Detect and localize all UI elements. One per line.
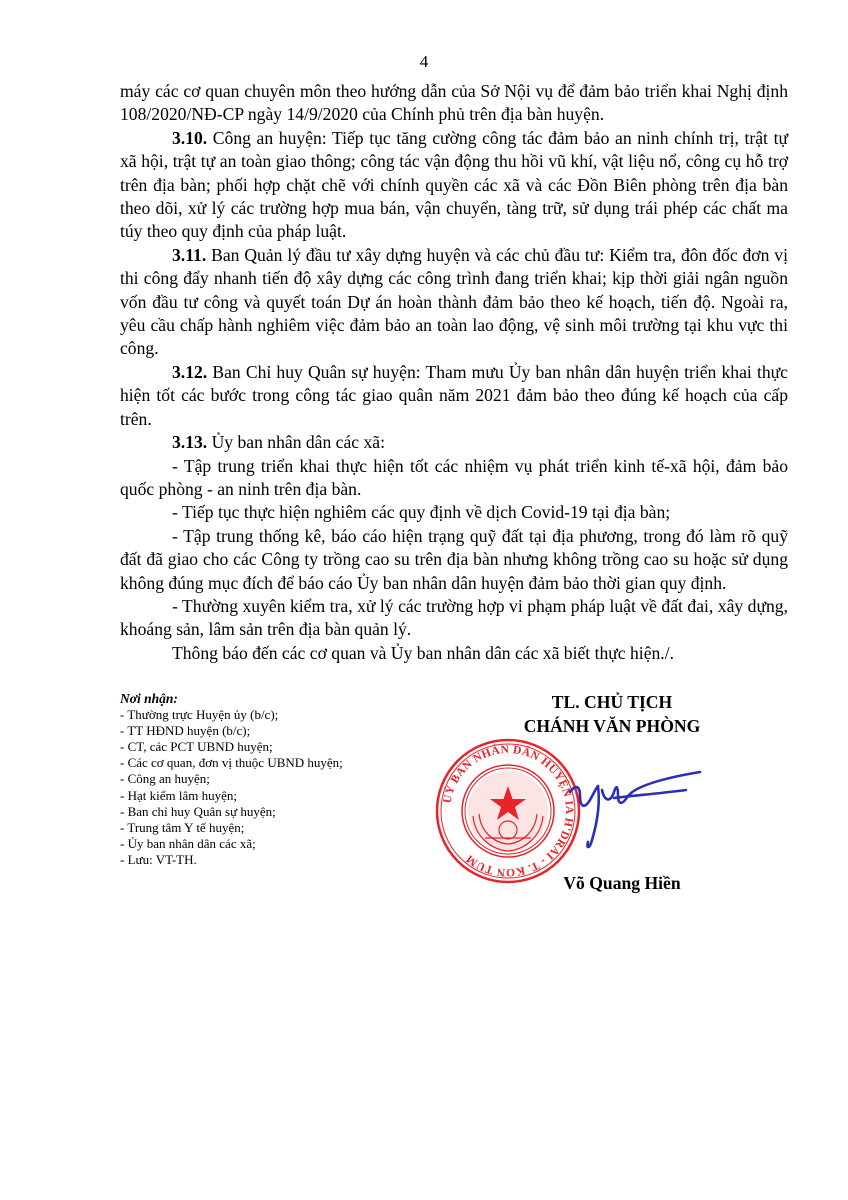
- signature-title-line2: CHÁNH VĂN PHÒNG: [523, 716, 701, 736]
- recipient-item: - Thường trực Huyện ủy (b/c);: [120, 707, 279, 723]
- document-body: [120, 80, 788, 665]
- page-number: 4: [419, 52, 429, 71]
- paragraph-3-12: [120, 361, 788, 431]
- recipient-item: - Ban chỉ huy Quân sự huyện;: [120, 803, 276, 819]
- section-number: 3.11.: [172, 244, 207, 265]
- paragraph-3-13: [120, 431, 788, 454]
- signature-title-line1: TL. CHỦ TỊCH: [551, 692, 673, 712]
- bullet-item: - Tập trung triển khai thực hiện tốt các nhiệm vụ phát triển kinh tế-xã hội, đảm bảo quốc phòng - an ninh trên địa bàn.: [120, 455, 788, 499]
- recipients-block: [120, 691, 420, 868]
- signature-title: [492, 690, 732, 738]
- recipient-item: - Các cơ quan, đơn vị thuộc UBND huyện;: [120, 755, 343, 771]
- closing-line: Thông báo đến các cơ quan và Ủy ban nhân dân các xã biết thực hiện./.: [172, 642, 674, 663]
- recipients-heading: Nơi nhận:: [120, 691, 178, 706]
- paragraph-text: Ban Chỉ huy Quân sự huyện: Tham mưu Ủy ban nhân dân huyện triển khai thực hiện tốt các bước trong công tác giao quân năm 2021 đảm bảo theo đúng kế hoạch của cấp trên.: [120, 361, 788, 429]
- recipients-list: [120, 707, 420, 868]
- recipient-item: - CT, các PCT UBND huyện;: [120, 739, 273, 755]
- recipient-item: - Hạt kiểm lâm huyện;: [120, 787, 237, 803]
- section-number: 3.13.: [172, 432, 208, 453]
- handwritten-signature-icon: [568, 760, 708, 855]
- section-number: 3.12.: [172, 361, 208, 382]
- paragraph-3-10: [120, 127, 788, 244]
- seal-text: UỶ BAN NHÂN DÂN HUYỆN IA H'DRAI - T. KON TUM: [441, 743, 576, 879]
- paragraph-continuation: máy các cơ quan chuyên môn theo hướng dẫn của Sở Nội vụ để đảm bảo triển khai Nghị định 108/2020/NĐ-CP ngày 14/9/2020 của Chính phủ trên địa bàn huyện.: [120, 81, 788, 125]
- paragraph-3-11: [120, 244, 788, 361]
- paragraph-text: Ủy ban nhân dân các xã:: [207, 432, 386, 453]
- paragraph-text: Ban Quản lý đầu tư xây dựng huyện và các chủ đầu tư: Kiểm tra, đôn đốc đơn vị thi công đẩy nhanh tiến độ xây dựng các công trình đang triển khai; kịp thời giải ngân nguồn vốn đầu tư công và quyết toán Dự án hoàn thành đảm bảo theo kế hoạch, tiến độ. Ngoài ra, yêu cầu chấp hành nghiêm việc đảm bảo an toàn lao động, vệ sinh môi trường tại khu vực thi công.: [120, 244, 788, 359]
- national-emblem-icon: [468, 771, 548, 851]
- paragraph-text: Công an huyện: Tiếp tục tăng cường công tác đảm bảo an ninh chính trị, trật tự xã hội, trật tự an toàn giao thông; công tác vận động thu hồi vũ khí, vật liệu nổ, công cụ hỗ trợ trên địa bàn; phối hợp chặt chẽ với chính quyền các xã và các Đồn Biên phòng trên địa bàn theo dõi, xử lý các trường hợp mua bán, vận chuyển, tàng trữ, sử dụng trái phép các chất ma túy theo quy định của pháp luật.: [120, 127, 788, 242]
- bullet-item: - Tiếp tục thực hiện nghiêm các quy định về dịch Covid-19 tại địa bàn;: [172, 502, 671, 523]
- recipient-item: - Lưu: VT-TH.: [120, 851, 197, 867]
- bullet-item: - Thường xuyên kiểm tra, xử lý các trường hợp vi phạm pháp luật về đất đai, xây dựng, khoáng sản, lâm sản trên địa bàn quản lý.: [120, 595, 788, 640]
- official-seal-icon: [435, 738, 581, 884]
- recipient-item: - TT HĐND huyện (b/c);: [120, 723, 251, 739]
- recipient-item: - Trung tâm Y tế huyện;: [120, 819, 245, 835]
- section-number: 3.10.: [172, 127, 208, 148]
- signer-name: Võ Quang Hiền: [563, 873, 681, 893]
- recipient-item: - Ủy ban nhân dân các xã;: [120, 835, 256, 851]
- bullet-item: - Tập trung thống kê, báo cáo hiện trạng quỹ đất tại địa phương, trong đó làm rõ quỹ đất đã giao cho các Công ty trồng cao su trên địa bàn nhưng không trồng cao su hoặc sử dụng không đúng mục đích để báo cáo Ủy ban nhân dân huyện đảm bảo thời gian quy định.: [120, 525, 788, 593]
- recipient-item: - Công an huyện;: [120, 771, 210, 787]
